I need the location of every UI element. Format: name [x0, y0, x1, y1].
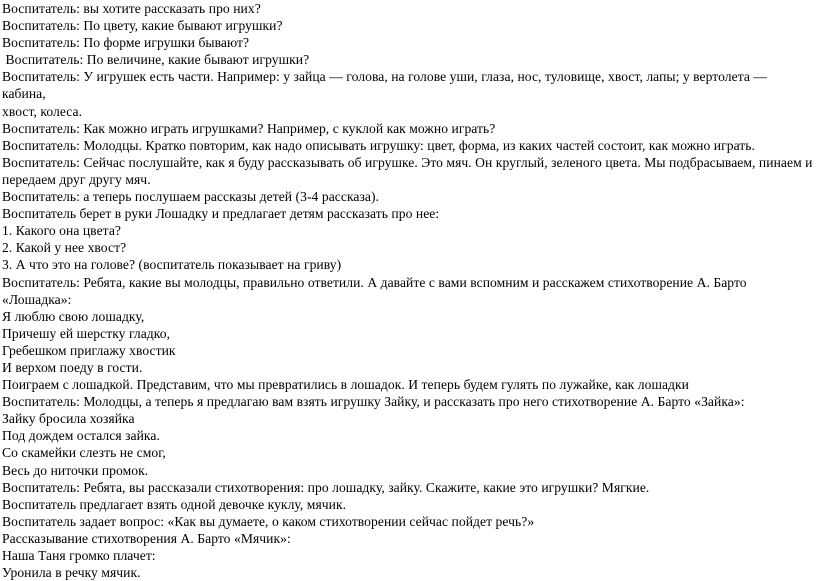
text-line: передаем друг другу мяч. — [2, 171, 151, 187]
text-line: хвост, колеса. — [2, 103, 83, 119]
list-item: 2. Какой у нее хвост? — [2, 240, 127, 256]
text-line: Воспитатель: Ребята, какие вы молодцы, правильно ответили. А давайте с вами вспомним и расскажем стихотворение А. Барто «Лошадка»: — [2, 274, 751, 307]
text-line: Воспитатель задает вопрос: «Как вы думаете, о каком стихотворении сейчас пойдет речь?» — [2, 513, 535, 529]
text-line: Воспитатель: вы хотите рассказать про них? — [2, 1, 261, 16]
text-line: Воспитатель: Ребята, вы рассказали стихотворения: про лошадку, зайку. Скажите, какие это игрушки? Мягкие. — [2, 479, 650, 495]
poem-line: Весь до ниточки промок. — [2, 462, 149, 478]
poem-line: И верхом поеду в гости. — [2, 359, 143, 375]
poem-line: Зайку бросила хозяйка — [2, 411, 135, 427]
text-line: Воспитатель: а теперь послушаем рассказы детей (3-4 рассказа). — [2, 189, 380, 205]
text-line: Воспитатель: Как можно играть игрушками? Например, с куклой как можно играть? — [2, 120, 496, 136]
text-line: Воспитатель: Сейчас послушайте, как я буду рассказывать об игрушке. Это мяч. Он круглый, зеленого цвета. Мы подбрасываем, пинаем и — [2, 154, 813, 170]
poem-line: Под дождем остался зайка. — [2, 428, 160, 444]
text-line: Воспитатель: По форме игрушки бывают? — [2, 35, 250, 51]
poem-line: Наша Таня громко плачет: — [2, 548, 156, 563]
poem-line: Гребешком приглажу хвостик — [2, 342, 176, 358]
poem-line: Я люблю свою лошадку, — [2, 308, 145, 324]
list-item: 1. Какого она цвета? — [2, 223, 121, 239]
poem-line: Уронила в речку мячик. — [2, 565, 141, 581]
text-line: Поиграем с лошадкой. Представим, что мы превратились в лошадок. И теперь будем гулять по лужайке, как лошадки — [2, 377, 689, 393]
list-item: 3. А что это на голове? (воспитатель показывает на гриву) — [2, 257, 342, 273]
text-line: Воспитатель: Молодцы, а теперь я предлагаю вам взять игрушку Зайку, и рассказать про него стихотворение А. Барто «Зайка»: — [2, 394, 745, 410]
poem-line: Причешу ей шерстку гладко, — [2, 325, 171, 341]
poem-line: Со скамейки слезть не смог, — [2, 445, 166, 461]
text-line: Воспитатель: По цвету, какие бывают игрушки? — [2, 18, 283, 34]
text-line: Рассказывание стихотворения А. Барто «Мячик»: — [2, 530, 291, 546]
text-line: Воспитатель берет в руки Лошадку и предлагает детям рассказать про нее: — [2, 206, 440, 222]
text-line: Воспитатель: По величине, какие бывают игрушки? — [2, 52, 310, 68]
text-line: Воспитатель предлагает взять одной девочке куклу, мячик. — [2, 496, 347, 512]
text-line: Воспитатель: Молодцы. Кратко повторим, как надо описывать игрушку: цвет, форма, из каких частей состоит, как можно играть. — [2, 137, 755, 153]
text-line: Воспитатель: У игрушек есть части. Например: у зайца — голова, на голове уши, глаза, нос, туловище, хвост, лапы; у вертолета — кабина, — [2, 69, 771, 102]
